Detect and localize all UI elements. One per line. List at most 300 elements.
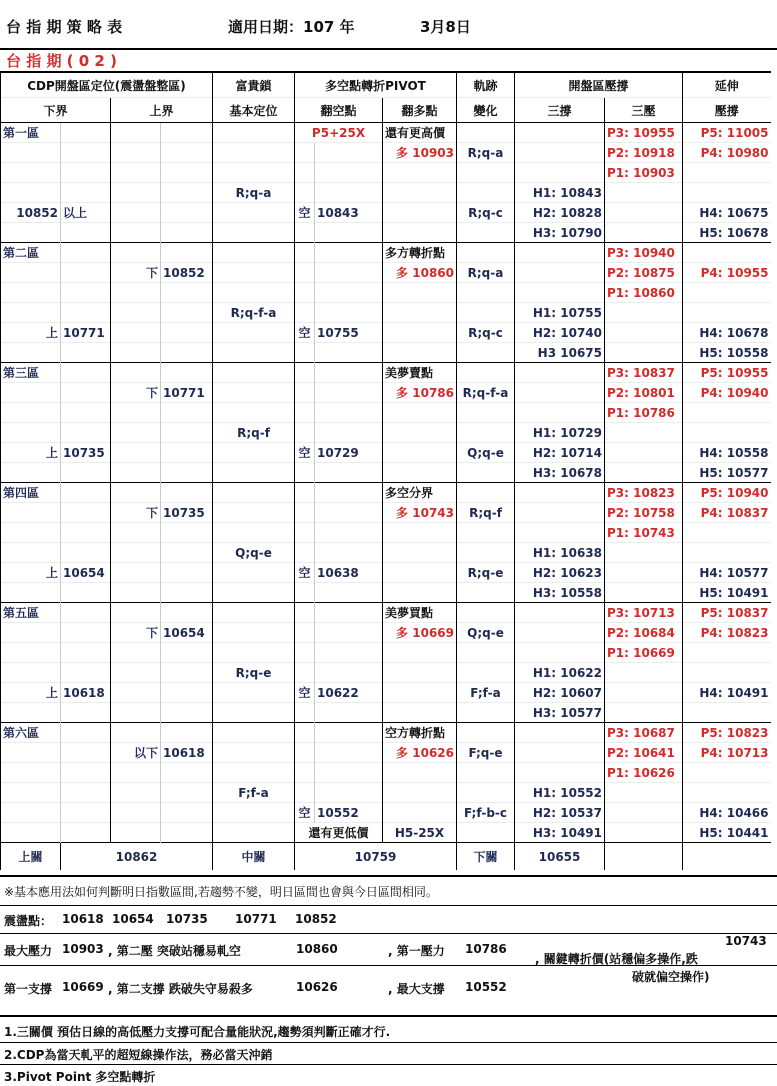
- col-resist3: 三壓: [605, 98, 683, 123]
- cell: [61, 483, 111, 503]
- cell: [457, 463, 515, 483]
- cell: [161, 663, 213, 683]
- cell: [295, 663, 315, 683]
- cell: [111, 603, 161, 623]
- cell: [161, 483, 213, 503]
- cell: [683, 763, 771, 783]
- cell: [1, 783, 61, 803]
- zone-row: [1, 263, 771, 283]
- cell: [457, 243, 515, 263]
- cell: [457, 163, 515, 183]
- cell: [213, 343, 295, 363]
- zone-row: [1, 543, 771, 563]
- resist-level: P3: 10823: [605, 483, 683, 503]
- zone-row: [1, 523, 771, 543]
- zone-row: [1, 463, 771, 483]
- cell: [295, 263, 315, 283]
- cell: [457, 483, 515, 503]
- col-flip-long: 翻多點: [383, 98, 457, 123]
- trend-1: R;q-f: [457, 503, 515, 523]
- short-note: 還有更低價: [295, 823, 383, 843]
- cell: [315, 763, 383, 783]
- ext-support: H5: 10491: [683, 583, 771, 603]
- support-level: H2: 10607: [515, 683, 605, 703]
- long-pivot: [383, 383, 457, 403]
- cell: [213, 403, 295, 423]
- trend-2: F;f-a: [457, 683, 515, 703]
- cell: [161, 203, 213, 223]
- cell: [683, 643, 771, 663]
- zone-row: [1, 563, 771, 583]
- cell: [515, 363, 605, 383]
- long-marker: 多: [396, 506, 409, 520]
- cell: [683, 663, 771, 683]
- cell: [111, 463, 161, 483]
- base-position: F;f-a: [213, 783, 295, 803]
- footnote-text: 1.三關價 預估日線的高低壓力支撐可配合量能狀況,趨勢須判斷正確才行.: [4, 1025, 391, 1039]
- zone-row: [1, 703, 771, 723]
- cell: [515, 643, 605, 663]
- cell: [295, 583, 315, 603]
- cell: [161, 363, 213, 383]
- cell: [295, 383, 315, 403]
- cell: [605, 563, 683, 583]
- resist-level: P2: 10758: [605, 503, 683, 523]
- cell: [111, 803, 161, 823]
- cell: [515, 143, 605, 163]
- zone-row: [1, 343, 771, 363]
- cell: [213, 223, 295, 243]
- sup2-label: , 第二支撐 跌破失守易殺多: [108, 982, 253, 996]
- cell: [111, 343, 161, 363]
- key-pivot-text-1: , 關鍵轉折價(站穩偏多操作,跌: [535, 952, 698, 966]
- cell: [213, 683, 295, 703]
- long-note: 多空分界: [383, 483, 457, 503]
- cell: [61, 663, 111, 683]
- zone-row: [1, 363, 771, 383]
- zone-row: [1, 323, 771, 343]
- trend-2: R;q-c: [457, 203, 515, 223]
- zone-row: [1, 163, 771, 183]
- cell: [315, 643, 383, 663]
- cell: [111, 563, 161, 583]
- upper-gate-value: 10862: [61, 843, 213, 871]
- cell: [295, 723, 315, 743]
- res1-value: 10786: [465, 942, 507, 956]
- footnote-3: [0, 1064, 777, 1086]
- zone-row: [1, 283, 771, 303]
- support-level: H1: 10552: [515, 783, 605, 803]
- zone-row: [1, 303, 771, 323]
- sup1-label: 第一支撐: [4, 982, 53, 996]
- ext-resist: [683, 243, 771, 263]
- cell: [315, 603, 383, 623]
- long-pivot: [383, 143, 457, 163]
- trend-2: R;q-e: [457, 563, 515, 583]
- cell: [315, 783, 383, 803]
- resist-level: P1: 10860: [605, 283, 683, 303]
- base-position: R;q-f-a: [213, 303, 295, 323]
- cell: [1, 503, 61, 523]
- cell: [111, 323, 161, 343]
- cell: [315, 383, 383, 403]
- zone-name: 第五區: [1, 603, 61, 623]
- resist-level: P1: 10626: [605, 763, 683, 783]
- cell: [605, 323, 683, 343]
- long-marker: 多: [396, 386, 409, 400]
- ext-support: H5: 10441: [683, 823, 771, 843]
- cell: [213, 743, 295, 763]
- cell: [295, 303, 315, 323]
- cell: [213, 503, 295, 523]
- short-value: 10755: [315, 323, 383, 343]
- header: [0, 0, 777, 50]
- cell: [383, 343, 457, 363]
- cell: [213, 763, 295, 783]
- zone-row: [1, 423, 771, 443]
- cell: [295, 163, 315, 183]
- resist-level: P1: 10903: [605, 163, 683, 183]
- cell: [161, 783, 213, 803]
- cell: [605, 583, 683, 603]
- support-row: [0, 952, 777, 1006]
- ext-resist: P4: 10955: [683, 263, 771, 283]
- mid-gate-label: 中關: [213, 843, 295, 871]
- cell: [605, 823, 683, 843]
- subtitle-bar: [0, 48, 777, 70]
- cell: [61, 643, 111, 663]
- long-value: 10903: [412, 146, 454, 160]
- zone-row: [1, 503, 771, 523]
- zone-row: [1, 823, 771, 843]
- cell: [383, 563, 457, 583]
- cell: [61, 463, 111, 483]
- col-change: 變化: [457, 98, 515, 123]
- strategy-table: [0, 71, 771, 870]
- trend-1: R;q-f-a: [457, 383, 515, 403]
- cell: [383, 683, 457, 703]
- cell: [457, 363, 515, 383]
- cell: [383, 703, 457, 723]
- cell: [315, 223, 383, 243]
- cell: [383, 803, 457, 823]
- zone-name: 第六區: [1, 723, 61, 743]
- support-level: H1: 10843: [515, 183, 605, 203]
- cell: [213, 443, 295, 463]
- support-level: H1: 10755: [515, 303, 605, 323]
- cell: [315, 503, 383, 523]
- cell: [161, 583, 213, 603]
- cell: [61, 243, 111, 263]
- upper-prefix: 下: [111, 383, 161, 403]
- long-value: 10669: [412, 626, 454, 640]
- cell: [1, 383, 61, 403]
- zone-row: [1, 603, 771, 623]
- cell: [111, 543, 161, 563]
- cell: [213, 823, 295, 843]
- base-position: Q;q-e: [213, 543, 295, 563]
- cell: [161, 223, 213, 243]
- lower-value: 10771: [61, 323, 111, 343]
- cell: [111, 163, 161, 183]
- cell: [61, 623, 111, 643]
- trend-1: Q;q-e: [457, 623, 515, 643]
- cell: [605, 343, 683, 363]
- zone-row: [1, 383, 771, 403]
- cell: [457, 823, 515, 843]
- trend-1: F;q-e: [457, 743, 515, 763]
- cell: [111, 303, 161, 323]
- cell: [295, 483, 315, 503]
- key-pivot-text-2: 破就偏空操作): [632, 970, 710, 984]
- cell: [605, 543, 683, 563]
- long-value: 10743: [412, 506, 454, 520]
- cell: [515, 403, 605, 423]
- short-marker: 空: [295, 443, 315, 463]
- ext-support: H4: 10466: [683, 803, 771, 823]
- cell: [683, 783, 771, 803]
- short-marker: 空: [295, 563, 315, 583]
- cell: [315, 743, 383, 763]
- cell: [1, 643, 61, 663]
- zone-row: [1, 663, 771, 683]
- cell: [111, 203, 161, 223]
- ext-support: H5: 10577: [683, 463, 771, 483]
- zone-row: [1, 623, 771, 643]
- cell: [161, 303, 213, 323]
- cell: [605, 783, 683, 803]
- trend-1: R;q-a: [457, 143, 515, 163]
- short-value: 10552: [315, 803, 383, 823]
- cell: [383, 203, 457, 223]
- cell: [213, 203, 295, 223]
- cell: [161, 443, 213, 463]
- cell: [515, 123, 605, 143]
- cell: [61, 523, 111, 543]
- cell: [213, 643, 295, 663]
- resist-level: P2: 10684: [605, 623, 683, 643]
- cell: [161, 563, 213, 583]
- cell: [161, 523, 213, 543]
- trend-2: R;q-c: [457, 323, 515, 343]
- cell: [213, 623, 295, 643]
- cell: [213, 563, 295, 583]
- header-lock: 富貴鎖: [213, 72, 295, 98]
- col-support3: 三撐: [515, 98, 605, 123]
- cell: [315, 163, 383, 183]
- usage-note: [0, 875, 777, 907]
- cell: [1, 143, 61, 163]
- long-marker: 多: [396, 146, 409, 160]
- lower-value: 10654: [61, 563, 111, 583]
- cell: [61, 723, 111, 743]
- cell: [457, 303, 515, 323]
- support-level: H2: 10537: [515, 803, 605, 823]
- cell: [61, 603, 111, 623]
- resist-level: P3: 10955: [605, 123, 683, 143]
- ext-resist: P4: 10980: [683, 143, 771, 163]
- trend-1: R;q-a: [457, 263, 515, 283]
- cell: [683, 523, 771, 543]
- cell: [383, 163, 457, 183]
- cell: [161, 323, 213, 343]
- cell: [1, 463, 61, 483]
- cell: [315, 623, 383, 643]
- cell: [315, 283, 383, 303]
- cell: [515, 243, 605, 263]
- ext-support: H4: 10558: [683, 443, 771, 463]
- max-res-label: 最大壓力: [4, 944, 53, 958]
- zone-name: 第一區: [1, 123, 61, 143]
- ext-resist: P4: 10713: [683, 743, 771, 763]
- cell: [111, 583, 161, 603]
- cell: [1, 423, 61, 443]
- footnote-1: [0, 1015, 777, 1044]
- cell: [683, 283, 771, 303]
- resist-level: P2: 10641: [605, 743, 683, 763]
- short-value: 10638: [315, 563, 383, 583]
- col-resist-support: 壓撐: [683, 98, 771, 123]
- support-level: H2: 10623: [515, 563, 605, 583]
- long-marker: 多: [396, 626, 409, 640]
- resist-level: P1: 10786: [605, 403, 683, 423]
- cell: [295, 643, 315, 663]
- zone-row: [1, 483, 771, 503]
- cell: [111, 703, 161, 723]
- cell: [213, 463, 295, 483]
- cell: [161, 283, 213, 303]
- zone-row: [1, 723, 771, 743]
- zone-row: [1, 203, 771, 223]
- footnote-text: 3.Pivot Point 多空點轉折: [4, 1070, 156, 1084]
- long-note: 空方轉折點: [383, 723, 457, 743]
- cell: [383, 543, 457, 563]
- cell: [295, 743, 315, 763]
- cell: [605, 203, 683, 223]
- upper-value: 10735: [161, 503, 213, 523]
- long-note: 美夢賣點: [383, 363, 457, 383]
- date-label: 適用日期：107 年: [228, 18, 355, 36]
- cell: [383, 183, 457, 203]
- cell: [383, 663, 457, 683]
- cell: [161, 603, 213, 623]
- cell: [457, 783, 515, 803]
- cell: [295, 183, 315, 203]
- zone-row: [1, 443, 771, 463]
- header-pivot: 多空點轉折PIVOT: [295, 72, 457, 98]
- cell: [111, 183, 161, 203]
- cell: [515, 623, 605, 643]
- cell: [61, 263, 111, 283]
- cell: [457, 223, 515, 243]
- cell: [1, 763, 61, 783]
- long-note: 美夢買點: [383, 603, 457, 623]
- cell: [111, 443, 161, 463]
- cell: [295, 143, 315, 163]
- cell: [161, 823, 213, 843]
- cell: [515, 283, 605, 303]
- cell: [161, 723, 213, 743]
- cell: [1, 823, 61, 843]
- cell: [605, 183, 683, 203]
- cell: [111, 683, 161, 703]
- cell: [383, 323, 457, 343]
- upper-prefix: 下: [111, 623, 161, 643]
- base-position: R;q-e: [213, 663, 295, 683]
- cell: [457, 283, 515, 303]
- short-marker: 空: [295, 323, 315, 343]
- cell: [213, 703, 295, 723]
- zone-row: [1, 243, 771, 263]
- trend-2: F;f-b-c: [457, 803, 515, 823]
- upper-value: 10771: [161, 383, 213, 403]
- long-value: 10786: [412, 386, 454, 400]
- cell: [605, 463, 683, 483]
- cell: [111, 403, 161, 423]
- ext-resist: P5: 11005: [683, 123, 771, 143]
- cell: [1, 523, 61, 543]
- trend-2: Q;q-e: [457, 443, 515, 463]
- cell: [383, 423, 457, 443]
- cell: [683, 183, 771, 203]
- upper-gate-label: 上關: [1, 843, 61, 871]
- ext-resist: P5: 10837: [683, 603, 771, 623]
- short-value: 10622: [315, 683, 383, 703]
- cell: [457, 123, 515, 143]
- cell: [383, 643, 457, 663]
- cell: [383, 523, 457, 543]
- cell: [1, 183, 61, 203]
- resist-level: P1: 10669: [605, 643, 683, 663]
- cell: [111, 223, 161, 243]
- cell: [315, 403, 383, 423]
- cell: [61, 343, 111, 363]
- zone-name: 第三區: [1, 363, 61, 383]
- zone-row: [1, 123, 771, 143]
- long-value: 10860: [412, 266, 454, 280]
- cell: [161, 243, 213, 263]
- pivot-bottom: H5-25X: [383, 823, 457, 843]
- long-pivot: [383, 623, 457, 643]
- cell: [213, 723, 295, 743]
- lower-prefix: 上: [1, 563, 61, 583]
- cell: [515, 263, 605, 283]
- max-sup-value: 10552: [465, 980, 507, 994]
- cell: [1, 703, 61, 723]
- cell: [61, 423, 111, 443]
- cell: [315, 343, 383, 363]
- cell: [315, 363, 383, 383]
- header-trend: 軌跡: [457, 72, 515, 98]
- cell: [111, 143, 161, 163]
- resist-level: P2: 10801: [605, 383, 683, 403]
- cell: [295, 283, 315, 303]
- cell: [457, 423, 515, 443]
- cell: [605, 683, 683, 703]
- col-lower: 下界: [1, 98, 111, 123]
- cell: [605, 223, 683, 243]
- cell: [605, 843, 683, 871]
- cell: [161, 683, 213, 703]
- long-note: 多方轉折點: [383, 243, 457, 263]
- short-marker: 空: [295, 683, 315, 703]
- long-pivot: [383, 263, 457, 283]
- cell: [683, 403, 771, 423]
- ext-resist: P5: 10955: [683, 363, 771, 383]
- ext-resist: P4: 10823: [683, 623, 771, 643]
- cell: [315, 303, 383, 323]
- lower-value: 10852: [1, 203, 61, 223]
